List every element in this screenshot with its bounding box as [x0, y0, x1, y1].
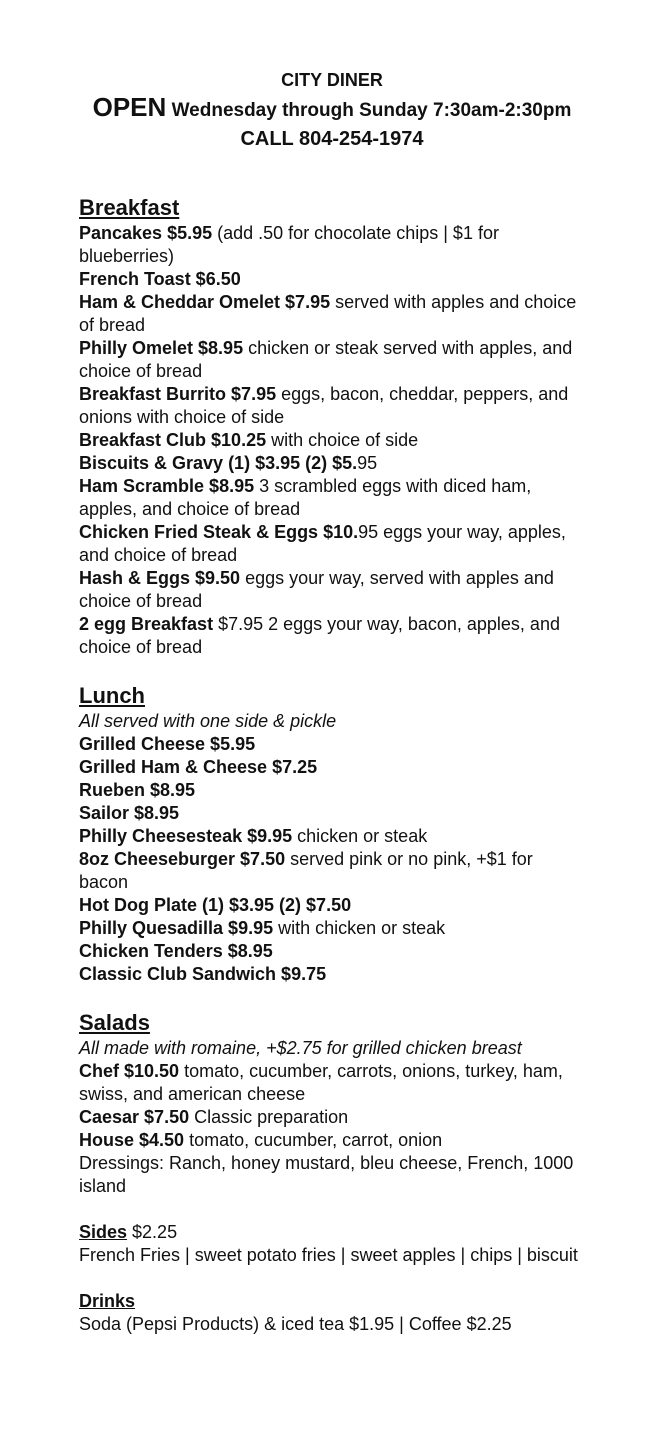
breakfast-section: [79, 194, 584, 659]
phone-number: CALL 804-254-1974: [240, 128, 424, 150]
sides-title: Sides: [79, 1222, 128, 1242]
menu-item: Hash & Eggs $9.50 eggs your way, served with apples and choice of bread: [79, 568, 554, 611]
menu-item: 8oz Cheeseburger $7.50 served pink or no pink, +$1 for bacon: [79, 849, 533, 892]
menu-item: Chef $10.50 tomato, cucumber, carrots, onions, turkey, ham, swiss, and american cheese: [79, 1061, 563, 1104]
sides-list: French Fries | sweet potato fries | sweet apples | chips | biscuit: [79, 1245, 578, 1265]
menu-item: Philly Omelet $8.95 chicken or steak served with apples, and choice of bread: [79, 338, 573, 381]
sides-section: [79, 1221, 584, 1267]
menu-item: Chicken Tenders $8.95: [79, 941, 273, 961]
opening-hours: [0, 92, 664, 126]
menu-item: 2 egg Breakfast $7.95 2 eggs your way, bacon, apples, and choice of bread: [79, 614, 560, 657]
drinks-section: [79, 1290, 584, 1336]
lunch-note: All served with one side & pickle: [79, 711, 337, 731]
menu-item: Pancakes $5.95 (add .50 for chocolate chips | $1 for blueberries): [79, 223, 499, 266]
menu-item: French Toast $6.50: [79, 269, 241, 289]
menu-item: Caesar $7.50 Classic preparation: [79, 1107, 349, 1127]
menu-item: Ham Scramble $8.95 3 scrambled eggs with diced ham, apples, and choice of bread: [79, 476, 532, 519]
salads-title: Salads: [79, 1010, 150, 1035]
menu-item: Rueben $8.95: [79, 780, 196, 800]
menu-item: Biscuits & Gravy (1) $3.95 (2) $5.95: [79, 453, 378, 473]
menu-header: [0, 68, 664, 152]
salads-section: [79, 1009, 584, 1198]
breakfast-title: Breakfast: [79, 195, 180, 220]
menu-item: Philly Cheesesteak $9.95 chicken or steak: [79, 826, 428, 846]
menu-item: Breakfast Burrito $7.95 eggs, bacon, cheddar, peppers, and onions with choice of side: [79, 384, 569, 427]
menu-item: Breakfast Club $10.25 with choice of side: [79, 430, 419, 450]
sides-heading: [79, 1221, 584, 1244]
lunch-title: Lunch: [79, 683, 145, 708]
sides-price: $2.25: [127, 1222, 178, 1242]
menu-item: Grilled Ham & Cheese $7.25: [79, 757, 318, 777]
restaurant-name: CITY DINER: [281, 70, 383, 90]
open-word: OPEN: [92, 92, 167, 122]
menu-item: Grilled Cheese $5.95: [79, 734, 256, 754]
menu-item: Classic Club Sandwich $9.75: [79, 964, 327, 984]
salads-note: All made with romaine, +$2.75 for grilled chicken breast: [79, 1038, 522, 1058]
drinks-list: Soda (Pepsi Products) & iced tea $1.95 | Coffee $2.25: [79, 1314, 512, 1334]
drinks-title: Drinks: [79, 1291, 136, 1311]
menu-item: Hot Dog Plate (1) $3.95 (2) $7.50: [79, 895, 352, 915]
menu-item: Sailor $8.95: [79, 803, 180, 823]
menu-item: House $4.50 tomato, cucumber, carrot, onion: [79, 1130, 443, 1150]
dressings-list: Dressings: Ranch, honey mustard, bleu cheese, French, 1000 island: [79, 1153, 574, 1196]
menu-item: Ham & Cheddar Omelet $7.95 served with apples and choice of bread: [79, 292, 577, 335]
menu-item: Chicken Fried Steak & Eggs $10.95 eggs your way, apples, and choice of bread: [79, 522, 566, 565]
menu-body: [79, 194, 584, 1336]
hours-text: Wednesday through Sunday 7:30am-2:30pm: [171, 100, 572, 121]
menu-item: Philly Quesadilla $9.95 with chicken or steak: [79, 918, 446, 938]
lunch-section: [79, 682, 584, 986]
